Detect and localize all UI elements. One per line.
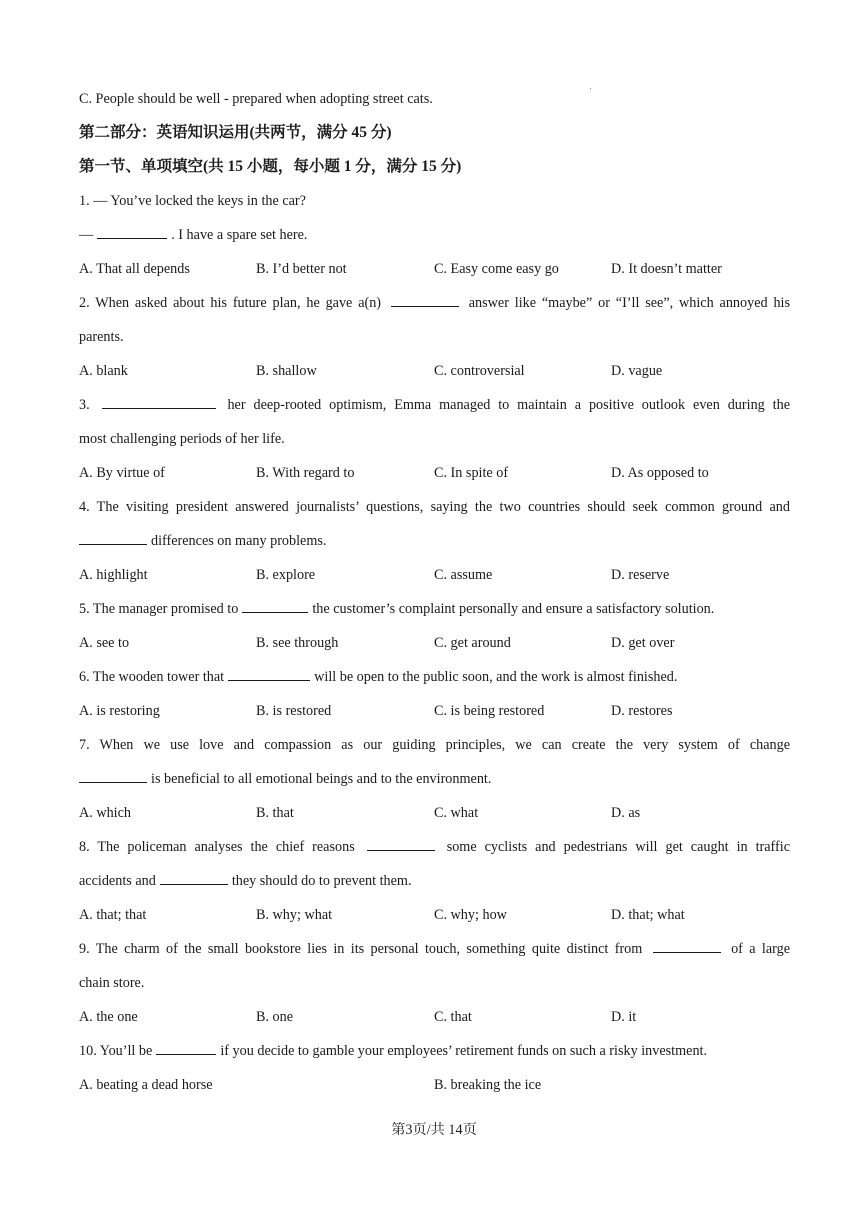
option-a: A. the one	[79, 1009, 138, 1025]
option-d: D. restores	[611, 703, 673, 719]
option-c: C. why; how	[434, 907, 507, 923]
question-6-stem: 6. The wooden tower that will be open to the public soon, and the work is almost finished.	[79, 669, 678, 685]
option-b: B. shallow	[256, 363, 317, 379]
option-b: B. With regard to	[256, 465, 355, 481]
option-a: A. By virtue of	[79, 465, 165, 481]
option-b: B. is restored	[256, 703, 332, 719]
option-d: D. as	[611, 805, 641, 821]
question-4-options	[79, 558, 790, 592]
question-3-options	[79, 456, 790, 490]
question-1-stem: 1. — You’ve locked the keys in the car?	[79, 193, 306, 209]
question-9-options	[79, 1000, 790, 1034]
question-9-stem: 9. The charm of the small bookstore lies in its personal touch, something quite distinct from of a large	[79, 941, 791, 957]
question-1-response: — . I have a spare set here.	[79, 227, 308, 243]
question-8-stem: 8. The policeman analyses the chief reasons some cyclists and pedestrians will get caught in traffic	[79, 839, 790, 855]
option-c: C. assume	[434, 567, 493, 583]
question-5-stem: 5. The manager promised to the customer’s complaint personally and ensure a satisfactory solution.	[79, 601, 715, 617]
answer-blank	[79, 770, 147, 783]
question-2-options	[79, 354, 790, 388]
option-a: A. blank	[79, 363, 128, 379]
question-7-stem: 7. When we use love and compassion as our guiding principles, we can create the very system of change	[79, 737, 790, 753]
option-d: D. vague	[611, 363, 663, 379]
section-heading: 第一节、单项填空(共 15 小题，每小题 1 分，满分 15 分)	[79, 158, 462, 175]
option-c: C. get around	[434, 635, 511, 651]
option-d: D. reserve	[611, 567, 670, 583]
option-d: D. get over	[611, 635, 675, 651]
option-a: A. highlight	[79, 567, 148, 583]
option-b: B. why; what	[256, 907, 333, 923]
option-c: C. controversial	[434, 363, 525, 379]
option-b: B. explore	[256, 567, 316, 583]
part-heading: 第二部分：英语知识运用(共两节，满分 45 分)	[79, 124, 392, 141]
option-b: B. breaking the ice	[434, 1077, 542, 1093]
answer-blank	[97, 226, 167, 239]
answer-blank	[102, 396, 216, 409]
question-7-stem-cont: is beneficial to all emotional beings and to the environment.	[79, 762, 790, 796]
question-8-stem-cont: accidents and they should do to prevent them.	[79, 873, 412, 889]
question-3-stem: 3. her deep-rooted optimism, Emma managed to maintain a positive outlook even during the	[79, 397, 790, 413]
option-c: C. what	[434, 805, 479, 821]
question-4-stem: 4. The visiting president answered journalists’ questions, saying the two countries should seek common ground and	[79, 499, 790, 515]
answer-blank	[367, 838, 435, 851]
answer-blank	[79, 532, 147, 545]
question-7-options	[79, 796, 790, 830]
answer-blank	[242, 600, 308, 613]
question-5-options	[79, 626, 790, 660]
option-c: C. Easy come easy go	[434, 261, 559, 277]
answer-blank	[228, 668, 310, 681]
option-b: B. see through	[256, 635, 339, 651]
answer-blank	[156, 1042, 216, 1055]
option-d: D. As opposed to	[611, 465, 709, 481]
option-a: A. beating a dead horse	[79, 1077, 213, 1093]
page-number: 第3页/共 14页	[391, 1122, 477, 1138]
option-d: D. It doesn’t matter	[611, 261, 722, 277]
question-4-stem-cont: differences on many problems.	[79, 524, 790, 558]
question-10-stem: 10. You’ll be if you decide to gamble your employees’ retirement funds on such a risky investment.	[79, 1043, 708, 1059]
question-8-options	[79, 898, 790, 932]
question-2-stem: 2. When asked about his future plan, he gave a(n) answer like “maybe” or “I’ll see”, which annoyed his	[79, 295, 790, 311]
question-1-options	[79, 252, 790, 286]
option-b: B. I’d better not	[256, 261, 347, 277]
option-a: A. which	[79, 805, 132, 821]
option-b: B. that	[256, 805, 294, 821]
question-9-stem-cont: chain store.	[79, 975, 145, 991]
option-a: A. That all depends	[79, 261, 190, 277]
question-2-stem-cont: parents.	[79, 329, 124, 345]
option-a: A. is restoring	[79, 703, 160, 719]
answer-blank	[160, 872, 228, 885]
question-10-options	[79, 1068, 790, 1102]
option-b: B. one	[256, 1009, 294, 1025]
option-c: C. that	[434, 1009, 472, 1025]
question-6-options	[79, 694, 790, 728]
option-c: C. In spite of	[434, 465, 509, 481]
option-d: D. that; what	[611, 907, 685, 923]
option-d: D. it	[611, 1009, 637, 1025]
option-a: A. that; that	[79, 907, 147, 923]
answer-blank	[391, 294, 459, 307]
option-c: C. is being restored	[434, 703, 545, 719]
option-a: A. see to	[79, 635, 130, 651]
answer-blank	[653, 940, 721, 953]
question-3-stem-cont: most challenging periods of her life.	[79, 431, 285, 447]
previous-question-option-c: C. People should be well - prepared when adopting street cats.	[79, 91, 433, 107]
